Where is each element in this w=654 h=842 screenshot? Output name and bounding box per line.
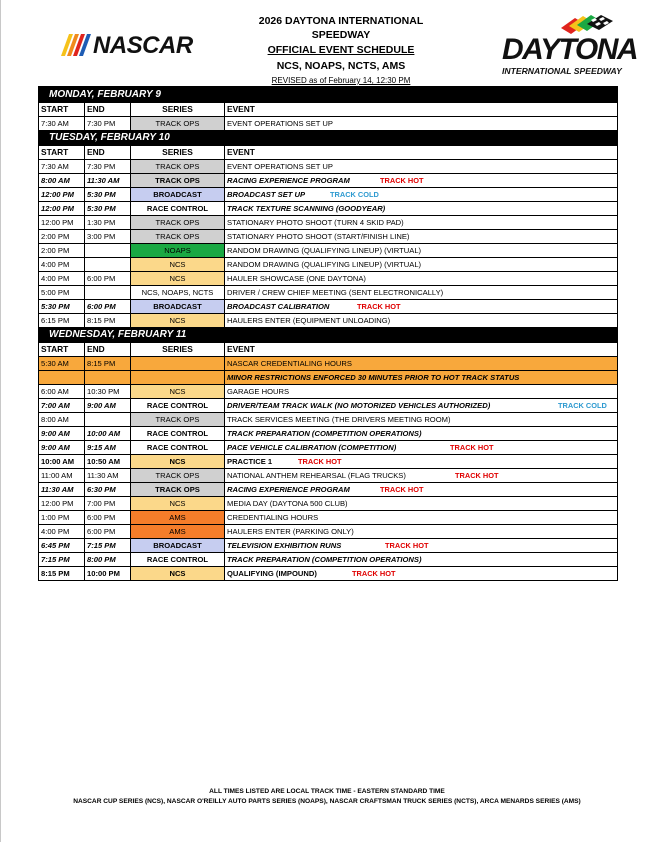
start-time: 7:30 AM [39,160,85,173]
event-text: HAULERS ENTER (PARKING ONLY) [227,527,354,536]
daytona-logo [502,14,644,80]
event-text: GARAGE HOURS [227,387,290,396]
event-name [225,286,617,299]
series-badge: RACE CONTROL [131,553,225,566]
start-time: 8:00 AM [39,413,85,426]
series-badge: TRACK OPS [131,230,225,243]
event-name [225,553,617,566]
event-text: STATIONARY PHOTO SHOOT (TURN 4 SKID PAD) [227,218,404,227]
header [0,12,654,85]
schedule-row [39,173,617,187]
event-name [225,385,617,398]
event-name [225,174,617,187]
event-name [225,511,617,524]
end-time: 8:00 PM [85,553,131,566]
event-text: DRIVER/TEAM TRACK WALK (NO MOTORIZED VEHICLES AUTHORIZED) [227,401,491,410]
start-time: 4:00 PM [39,258,85,271]
end-time [85,413,131,426]
event-name [225,483,617,496]
column-header-end: END [85,103,131,116]
event-text: PRACTICE 1 [227,457,273,466]
event-name [225,441,617,454]
start-time: 12:00 PM [39,202,85,215]
event-text: QUALIFYING (IMPOUND) [227,569,317,578]
end-time: 8:15 PM [85,314,131,327]
start-time: 11:00 AM [39,469,85,482]
event-name [225,567,617,580]
start-time: 5:00 PM [39,286,85,299]
end-time [85,371,131,384]
series-title: NCS, NOAPS, NCTS, AMS [276,60,406,72]
track-hot-label: TRACK HOT [357,302,401,311]
event-name [225,427,617,440]
start-time: 2:00 PM [39,244,85,257]
start-time: 7:30 AM [39,117,85,130]
column-header-row [39,145,617,159]
series-badge: NCS [131,497,225,510]
event-text: PACE VEHICLE CALIBRATION (COMPETITION) [227,443,397,452]
column-header-series: SERIES [131,146,225,159]
event-name [225,399,617,412]
start-time: 12:00 PM [39,497,85,510]
start-time: 7:15 PM [39,553,85,566]
column-header-start: START [39,103,85,116]
event-name [225,497,617,510]
column-header-end: END [85,146,131,159]
column-header-start: START [39,343,85,356]
event-text: HAULERS ENTER (EQUIPMENT UNLOADING) [227,316,391,325]
end-time: 8:15 PM [85,357,131,370]
start-time: 2:00 PM [39,230,85,243]
start-time: 12:00 PM [39,188,85,201]
start-time: 12:00 PM [39,216,85,229]
series-badge: RACE CONTROL [131,441,225,454]
track-hot-label: TRACK HOT [380,176,424,185]
event-text: RACING EXPERIENCE PROGRAM [227,485,350,494]
event-name [225,272,617,285]
event-name [225,117,617,130]
event-text: EVENT OPERATIONS SET UP [227,162,333,171]
day-header: TUESDAY, FEBRUARY 10 [39,130,617,145]
end-time: 7:00 PM [85,497,131,510]
series-badge: NCS, NOAPS, NCTS [131,286,225,299]
series-badge: TRACK OPS [131,174,225,187]
series-badge: RACE CONTROL [131,202,225,215]
event-name [225,202,617,215]
event-text: TRACK PREPARATION (COMPETITION OPERATIONS) [227,555,422,564]
schedule-row [39,552,617,566]
event-name [225,244,617,257]
series-badge: BROADCAST [131,300,225,313]
start-time: 5:30 PM [39,300,85,313]
end-time: 6:00 PM [85,272,131,285]
revised-date: REVISED as of February 14, 12:30 PM [271,76,411,85]
end-time: 5:30 PM [85,202,131,215]
start-time: 5:30 AM [39,357,85,370]
column-header-start: START [39,146,85,159]
schedule-row [39,454,617,468]
schedule-row [39,412,617,426]
series-badge: AMS [131,511,225,524]
end-time: 6:00 PM [85,300,131,313]
event-text: CREDENTIALING HOURS [227,513,319,522]
end-time: 11:30 AM [85,174,131,187]
event-text: HAULER SHOWCASE (ONE DAYTONA) [227,274,366,283]
schedule-row [39,243,617,257]
schedule-row [39,215,617,229]
schedule-row [39,496,617,510]
start-time: 8:15 PM [39,567,85,580]
start-time: 9:00 AM [39,441,85,454]
series-badge: TRACK OPS [131,469,225,482]
schedule-row [39,482,617,496]
event-text: NASCAR CREDENTIALING HOURS [227,359,352,368]
end-time [85,244,131,257]
schedule-row [39,229,617,243]
event-text: RANDOM DRAWING (QUALIFYING LINEUP) (VIRTUAL) [227,246,422,255]
event-text: MEDIA DAY (DAYTONA 500 CLUB) [227,499,348,508]
series-badge: TRACK OPS [131,117,225,130]
schedule-row [39,426,617,440]
series-badge: TRACK OPS [131,160,225,173]
event-name [225,469,617,482]
footer-timezone-note: ALL TIMES LISTED ARE LOCAL TRACK TIME - EASTERN STANDARD TIME [209,788,445,795]
event-name [225,300,617,313]
event-text: TELEVISION EXHIBITION RUNS [227,541,342,550]
track-hot-label: TRACK HOT [380,485,424,494]
event-text: BROADCAST CALIBRATION [227,302,330,311]
end-time: 9:00 AM [85,399,131,412]
series-badge [131,357,225,370]
end-time: 10:00 AM [85,427,131,440]
schedule-row [39,538,617,552]
end-time [85,258,131,271]
column-header-row [39,102,617,116]
column-header-event: EVENT [227,104,255,114]
schedule-row [39,566,617,580]
start-time: 4:00 PM [39,525,85,538]
schedule-row [39,356,617,370]
end-time: 10:50 AM [85,455,131,468]
series-badge [131,371,225,384]
event-text: RANDOM DRAWING (QUALIFYING LINEUP) (VIRTUAL) [227,260,422,269]
track-cold-label: TRACK COLD [558,401,607,410]
end-time: 7:30 PM [85,117,131,130]
schedule-row [39,159,617,173]
event-text: TRACK SERVICES MEETING (THE DRIVERS MEETING ROOM) [227,415,451,424]
series-badge: TRACK OPS [131,413,225,426]
event-name [225,216,617,229]
start-time: 9:00 AM [39,427,85,440]
track-hot-label: TRACK HOT [455,471,499,480]
event-name [225,188,617,201]
column-header-event: EVENT [227,344,255,354]
day-header: WEDNESDAY, FEBRUARY 11 [39,327,617,342]
series-badge: NCS [131,258,225,271]
footer-series-legend: NASCAR CUP SERIES (NCS), NASCAR O'REILLY AUTO PARTS SERIES (NOAPS), NASCAR CRAFTSMAN TRUCK SERIES (NCTS), ARCA MENARDS SERIES (AMS) [73,798,581,805]
column-header-series: SERIES [131,103,225,116]
start-time: 10:00 AM [39,455,85,468]
event-text: TRACK PREPARATION (COMPETITION OPERATIONS) [227,429,422,438]
event-text: NATIONAL ANTHEM REHEARSAL (FLAG TRUCKS) [227,471,406,480]
series-badge: AMS [131,525,225,538]
schedule-row [39,398,617,412]
schedule-row [39,299,617,313]
start-time: 4:00 PM [39,272,85,285]
end-time: 3:00 PM [85,230,131,243]
end-time: 10:30 PM [85,385,131,398]
event-title: 2026 DAYTONA INTERNATIONAL SPEEDWAY [258,15,424,41]
schedule-row [39,524,617,538]
end-time: 11:30 AM [85,469,131,482]
event-name [225,357,617,370]
start-time: 1:00 PM [39,511,85,524]
event-name [225,230,617,243]
track-cold-label: TRACK COLD [330,190,379,199]
end-time: 7:15 PM [85,539,131,552]
schedule-row [39,510,617,524]
event-text: BROADCAST SET UP [227,190,306,199]
series-badge: NCS [131,272,225,285]
series-badge: TRACK OPS [131,216,225,229]
end-time [85,286,131,299]
schedule-row [39,468,617,482]
title-block [230,14,452,88]
page-edge [0,0,1,842]
daytona-logo-text: DAYTONA [502,33,638,66]
series-badge: RACE CONTROL [131,427,225,440]
start-time: 6:15 PM [39,314,85,327]
schedule-row [39,370,617,384]
track-hot-label: TRACK HOT [385,541,429,550]
daytona-logo-subtitle: INTERNATIONAL SPEEDWAY [502,66,622,76]
event-name [225,455,617,468]
series-badge: NCS [131,385,225,398]
column-header-series: SERIES [131,343,225,356]
series-badge: BROADCAST [131,539,225,552]
schedule-row [39,271,617,285]
start-time [39,371,85,384]
event-name [225,413,617,426]
event-text: DRIVER / CREW CHIEF MEETING (SENT ELECTRONICALLY) [227,288,444,297]
end-time: 6:30 PM [85,483,131,496]
end-time: 7:30 PM [85,160,131,173]
end-time: 10:00 PM [85,567,131,580]
event-name [225,314,617,327]
series-badge: NCS [131,455,225,468]
end-time: 9:15 AM [85,441,131,454]
event-text: RACING EXPERIENCE PROGRAM [227,176,350,185]
event-name [225,160,617,173]
schedule-row [39,116,617,130]
event-text: MINOR RESTRICTIONS ENFORCED 30 MINUTES PRIOR TO HOT TRACK STATUS [227,373,520,382]
series-badge: BROADCAST [131,188,225,201]
column-header-end: END [85,343,131,356]
track-hot-label: TRACK HOT [298,457,342,466]
start-time: 6:45 PM [39,539,85,552]
schedule-row [39,313,617,327]
event-name [225,525,617,538]
event-name [225,539,617,552]
end-time: 6:00 PM [85,511,131,524]
schedule-row [39,440,617,454]
day-header: MONDAY, FEBRUARY 9 [39,87,617,102]
event-name [225,371,617,384]
schedule-table [38,86,618,581]
start-time: 11:30 AM [39,483,85,496]
series-badge: NCS [131,314,225,327]
schedule-row [39,187,617,201]
start-time: 8:00 AM [39,174,85,187]
track-hot-label: TRACK HOT [352,569,396,578]
event-text: TRACK TEXTURE SCANNING (GOODYEAR) [227,204,386,213]
schedule-row [39,285,617,299]
schedule-row [39,201,617,215]
track-hot-label: TRACK HOT [450,443,494,452]
series-badge: NOAPS [131,244,225,257]
start-time: 6:00 AM [39,385,85,398]
series-badge: RACE CONTROL [131,399,225,412]
end-time: 5:30 PM [85,188,131,201]
schedule-row [39,257,617,271]
series-badge: TRACK OPS [131,483,225,496]
start-time: 7:00 AM [39,399,85,412]
schedule-row [39,384,617,398]
event-name [225,258,617,271]
series-badge: NCS [131,567,225,580]
schedule-title: OFFICIAL EVENT SCHEDULE [267,44,415,56]
event-text: EVENT OPERATIONS SET UP [227,119,333,128]
nascar-stripes-icon [63,34,93,56]
column-header-event: EVENT [227,147,255,157]
end-time: 1:30 PM [85,216,131,229]
column-header-row [39,342,617,356]
nascar-logo-text: NASCAR [93,32,193,59]
end-time: 6:00 PM [85,525,131,538]
nascar-logo [63,32,193,58]
event-text: STATIONARY PHOTO SHOOT (START/FINISH LINE) [227,232,410,241]
footer [0,787,654,807]
